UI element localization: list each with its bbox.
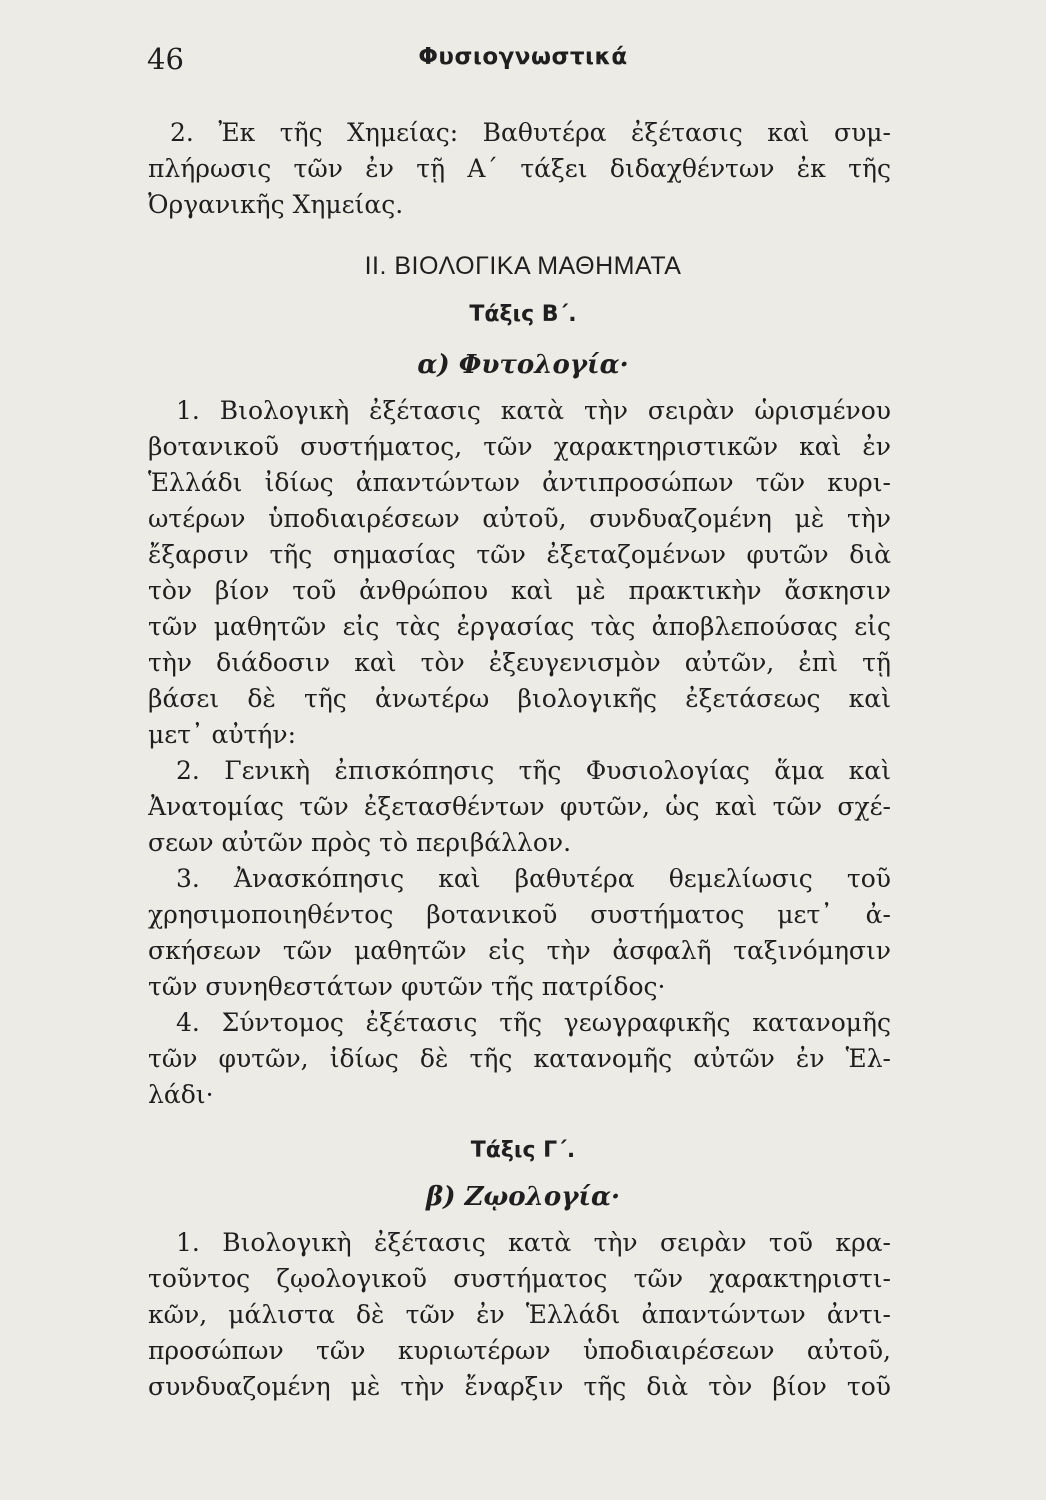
text-line: Ἑλλάδι ἰδίως ἀπαντώντων ἀντιπροσώπων τῶν κυρι- <box>148 468 891 497</box>
text-line: πλήρωσις τῶν ἐν τῇ Α΄ τάξει διδαχθέντων ἐκ τῆς <box>148 154 891 183</box>
running-title: Φυσιογνωστικά <box>418 44 628 70</box>
text-line: 1. Βιολογικὴ ἐξέτασις κατὰ τὴν σειρὰν τοῦ κρα- <box>176 1228 891 1257</box>
text-line: συνδυαζομένη μὲ τὴν ἔναρξιν τῆς διὰ τὸν βίον τοῦ <box>148 1372 891 1401</box>
text-line: Ἀνατομίας τῶν ἐξετασθέντων φυτῶν, ὡς καὶ τῶν σχέ- <box>148 792 891 821</box>
subject-heading: β) Ζῳολογία· <box>425 1182 621 1212</box>
class-heading: Τάξις Γ΄. <box>470 1138 576 1163</box>
section-heading: II. ΒΙΟΛΟΓΙΚΑ ΜΑΘΗΜΑΤΑ <box>364 252 682 280</box>
text-line: τῶν φυτῶν, ἰδίως δὲ τῆς κατανομῆς αὐτῶν ἐν Ἑλ- <box>148 1044 891 1073</box>
text-line: 3. Ἀνασκόπησις καὶ βαθυτέρα θεμελίωσις τοῦ <box>176 864 891 893</box>
text-line: βάσει δὲ τῆς ἀνωτέρω βιολογικῆς ἐξετάσεως καὶ <box>148 684 891 713</box>
text-line: λάδι· <box>148 1080 214 1109</box>
text-line: τὸν βίον τοῦ ἀνθρώπου καὶ μὲ πρακτικὴν ἄσκησιν <box>148 576 891 605</box>
text-line: κῶν, μάλιστα δὲ τῶν ἐν Ἑλλάδι ἀπαντώντων ἀντι- <box>148 1300 891 1329</box>
text-line: προσώπων τῶν κυριωτέρων ὑποδιαιρέσεων αὐτοῦ, <box>148 1336 891 1365</box>
text-line: βοτανικοῦ συστήματος, τῶν χαρακτηριστικῶν καὶ ἐν <box>148 432 891 461</box>
text-line: 2. Ἐκ τῆς Χημείας: Βαθυτέρα ἐξέτασις καὶ συμ- <box>170 118 891 147</box>
text-line: τοῦντος ζῳολογικοῦ συστήματος τῶν χαρακτηριστι- <box>148 1264 891 1293</box>
text-line: σεων αὐτῶν πρὸς τὸ περιβάλλον. <box>148 828 572 857</box>
text-line: τῶν συνηθεστάτων φυτῶν τῆς πατρίδος· <box>148 972 666 1001</box>
text-line: ωτέρων ὑποδιαιρέσεων αὐτοῦ, συνδυαζομένη μὲ τὴν <box>148 504 891 533</box>
text-line: τὴν διάδοσιν καὶ τὸν ἐξευγενισμὸν αὐτῶν, ἐπὶ τῇ <box>148 648 891 677</box>
text-line: σκήσεων τῶν μαθητῶν εἰς τὴν ἀσφαλῆ ταξινόμησιν <box>148 936 891 965</box>
text-line: Ὀργανικῆς Χημείας. <box>148 190 404 219</box>
text-line: χρησιμοποιηθέντος βοτανικοῦ συστήματος μετ᾿ ἀ- <box>148 900 891 929</box>
text-line: ἔξαρσιν τῆς σημασίας τῶν ἐξεταζομένων φυτῶν διὰ <box>148 540 891 569</box>
text-line: 2. Γενικὴ ἐπισκόπησις τῆς Φυσιολογίας ἅμα καὶ <box>176 756 891 785</box>
text-line: τῶν μαθητῶν εἰς τὰς ἐργασίας τὰς ἀποβλεπούσας εἰς <box>148 612 891 641</box>
text-line: 1. Βιολογικὴ ἐξέτασις κατὰ τὴν σειρὰν ὡρισμένου <box>176 396 891 425</box>
text-line: 4. Σύντομος ἐξέτασις τῆς γεωγραφικῆς κατανομῆς <box>176 1008 891 1037</box>
text-line: μετ᾿ αὐτήν: <box>148 720 296 749</box>
subject-heading: α) Φυτολογία· <box>417 350 629 380</box>
running-header <box>0 42 1046 92</box>
class-heading: Τάξις Β΄. <box>469 302 577 327</box>
page-number: 46 <box>147 42 184 76</box>
